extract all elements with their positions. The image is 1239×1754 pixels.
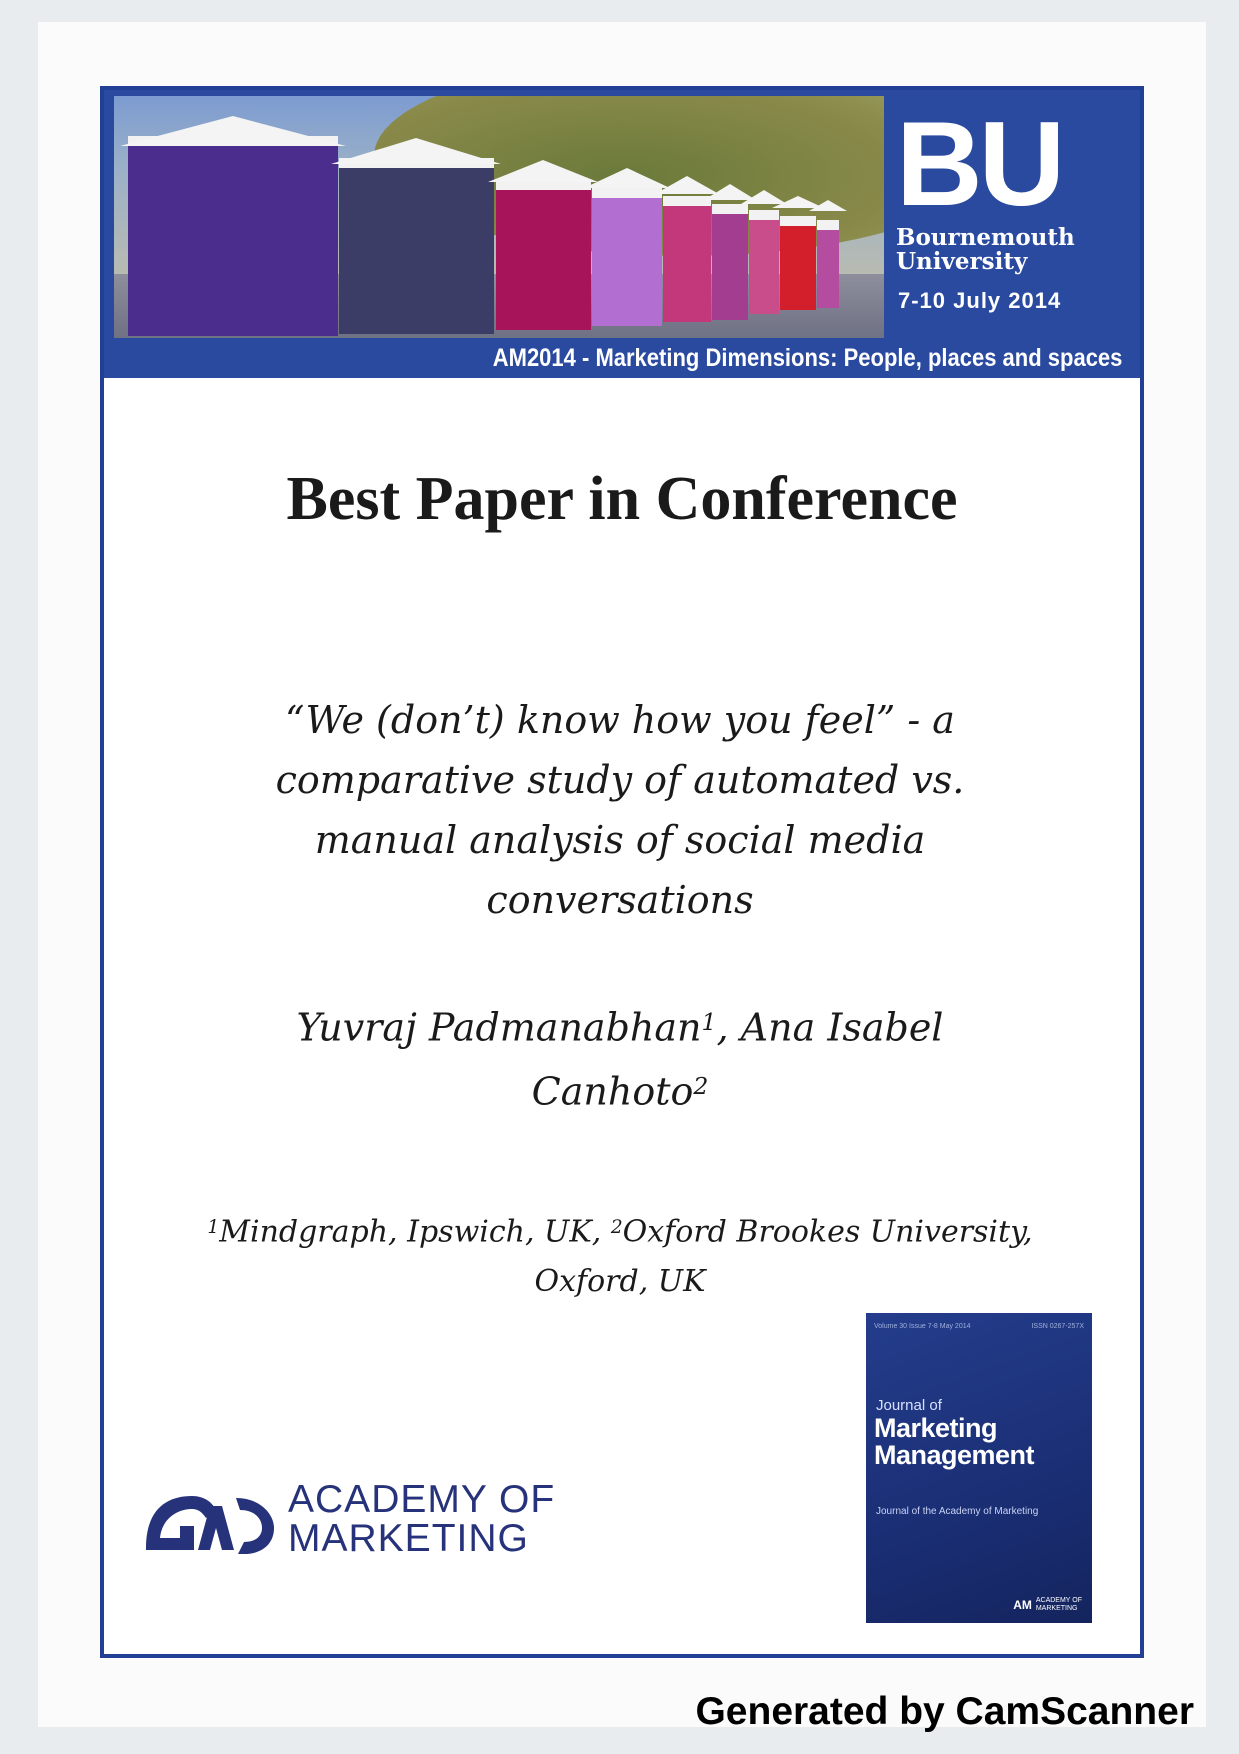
affiliation-2: Oxford Brookes University, (622, 1214, 1033, 1250)
academy-of-marketing-logo (140, 1480, 580, 1570)
conference-banner (104, 90, 1140, 378)
journal-of-label: Journal of (876, 1397, 942, 1414)
paper-title-line: “We (don’t) know how you feel” - a (285, 698, 955, 742)
author-2-first: Ana Isabel (740, 1005, 944, 1050)
conference-caption: AM2014 - Marketing Dimensions: People, places and spaces (492, 344, 1123, 372)
academy-of-marketing-mark-icon (140, 1488, 280, 1558)
author-1-affiliation-mark: 1 (701, 1008, 717, 1036)
scanner-watermark: Generated by CamScanner (695, 1690, 1194, 1733)
author-2-last: Canhoto (531, 1069, 694, 1114)
paper-title-line: manual analysis of social media (314, 818, 926, 862)
author-1: Yuvraj Padmanabhan (296, 1005, 702, 1050)
affiliations (150, 1203, 1090, 1307)
affiliation-2-mark: 2 (610, 1217, 623, 1238)
author-2-affiliation-mark: 2 (693, 1071, 709, 1100)
paper-title (180, 690, 1060, 930)
affiliation-1: Mindgraph, Ipswich, UK, (219, 1214, 611, 1250)
authors: Yuvraj Padmanabhan$^1$, Ana Isabel Canhoto$^2$ (296, 1005, 944, 1114)
bu-logo-letters: BU (896, 97, 1062, 231)
academy-mark-icon: AM (1013, 1598, 1032, 1612)
award-title: Best Paper in Conference (286, 465, 958, 533)
paper-title-line: comparative study of automated vs. (275, 758, 965, 802)
beach-huts-photo (114, 96, 884, 338)
journal-subtitle: Journal of the Academy of Marketing (876, 1506, 1039, 1517)
conference-dates: 7-10 July 2014 (898, 288, 1062, 313)
journal-cover (866, 1313, 1092, 1623)
journal-cover-header: Volume 30 Issue 7-8 May 2014 ISSN 0267-257X (874, 1323, 1084, 1330)
affiliation-2-location: Oxford, UK (534, 1264, 706, 1300)
journal-title: Marketing Management (874, 1413, 1035, 1470)
academy-of-marketing-wordmark: ACADEMY OF MARKETING (288, 1478, 556, 1560)
bournemouth-university-logo (890, 97, 1120, 364)
paper-title-line: conversations (486, 878, 754, 922)
university-name: Bournemouth University (896, 224, 1075, 275)
affiliation-1-mark: 1 (207, 1217, 220, 1238)
journal-publisher-mark: AM ACADEMY OF MARKETING (1013, 1597, 1082, 1612)
